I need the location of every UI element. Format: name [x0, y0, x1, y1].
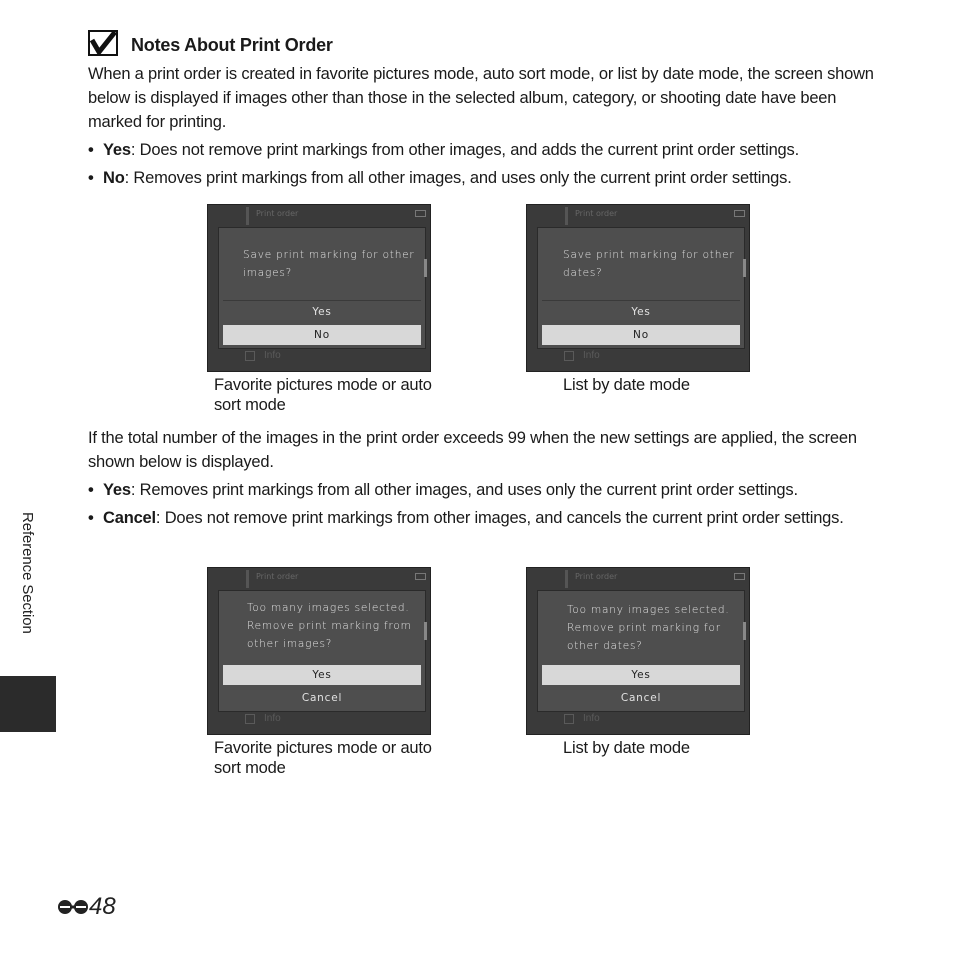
dialog-message: Too many images selected. Remove print marking for other dates?	[567, 604, 730, 652]
confirm-dialog	[537, 227, 745, 349]
battery-icon	[734, 573, 745, 580]
battery-icon	[734, 210, 745, 217]
confirm-dialog	[537, 590, 745, 712]
battery-icon	[415, 210, 426, 217]
bullet-term: No	[103, 169, 125, 187]
bullet-term: Yes	[103, 481, 131, 499]
scrollbar[interactable]	[424, 259, 427, 277]
dialog-message: Save print marking for other dates?	[563, 249, 735, 279]
bullet-yes: • Yes: Does not remove print markings from other images, and adds the current print order settings.	[88, 141, 799, 159]
bg-bar	[565, 207, 568, 225]
divider	[542, 300, 740, 301]
bg-info: Info	[583, 713, 600, 724]
bg-title: Print order	[256, 209, 299, 218]
bg-bar	[565, 570, 568, 588]
intro-paragraph: When a print order is created in favorite pictures mode, auto sort mode, or list by date mode, the screen shown below is displayed if images other than those in the selected album, category, or shooting date have been marked for printing.	[88, 65, 874, 131]
battery-icon	[415, 573, 426, 580]
dialog-message: Save print marking for other images?	[243, 249, 415, 279]
scrollbar[interactable]	[743, 259, 746, 277]
option-yes-selected[interactable]: Yes	[542, 665, 740, 685]
page-number: 48	[89, 893, 116, 920]
camera-screen-save-images	[207, 204, 431, 372]
camera-screen-too-many-dates	[526, 567, 750, 735]
option-cancel[interactable]: Cancel	[620, 692, 662, 704]
bullet-text: : Does not remove print markings from other images, and adds the current print order settings.	[130, 141, 799, 159]
section-tab	[0, 676, 56, 732]
bullet-text: : Removes print markings from all other images, and uses only the current print order settings.	[130, 481, 798, 499]
side-section-label: Reference Section	[19, 512, 36, 634]
paragraph-exceeds: If the total number of the images in the print order exceeds 99 when the new settings are applied, the screen shown below is displayed.	[88, 429, 857, 471]
option-cancel[interactable]: Cancel	[301, 692, 343, 704]
camera-screen-save-dates	[526, 204, 750, 372]
bullet-yes-2: • Yes: Removes print markings from all other images, and uses only the current print order settings.	[88, 481, 798, 499]
checkbox-icon	[245, 714, 255, 724]
confirm-dialog	[218, 590, 426, 712]
checkbox-icon	[564, 714, 574, 724]
option-yes[interactable]: Yes	[312, 306, 332, 318]
option-yes-selected[interactable]: Yes	[223, 665, 421, 685]
checkbox-icon	[564, 351, 574, 361]
divider	[223, 300, 421, 301]
confirm-dialog	[218, 227, 426, 349]
bg-bar	[246, 207, 249, 225]
camera-screen-too-many-images	[207, 567, 431, 735]
option-no-selected[interactable]: No	[542, 325, 740, 345]
bullet-term: Yes	[103, 141, 131, 159]
checkbox-icon	[245, 351, 255, 361]
bullet-text: : Does not remove print markings from other images, and cancels the current print order settings.	[155, 509, 844, 527]
scrollbar[interactable]	[743, 622, 746, 640]
bg-info: Info	[264, 350, 281, 361]
bg-title: Print order	[575, 572, 618, 581]
bullet-text: : Removes print markings from all other images, and uses only the current print order settings.	[124, 169, 792, 187]
caption-list-by-date: List by date mode	[563, 376, 690, 394]
bg-info: Info	[583, 350, 600, 361]
note-checkmark-icon	[88, 30, 118, 56]
caption-list-by-date-2: List by date mode	[563, 739, 690, 757]
section-heading: Notes About Print Order	[131, 35, 333, 55]
bg-title: Print order	[575, 209, 618, 218]
bullet-no: • No: Removes print markings from all other images, and uses only the current print order settings.	[88, 169, 792, 187]
bg-info: Info	[264, 713, 281, 724]
scrollbar[interactable]	[424, 622, 427, 640]
bullet-term: Cancel	[103, 509, 156, 527]
reference-section-e-icon	[57, 899, 89, 915]
option-no-selected[interactable]: No	[223, 325, 421, 345]
bullet-cancel: • Cancel: Does not remove print markings from other images, and cancels the current print order settings.	[88, 509, 844, 527]
option-yes[interactable]: Yes	[631, 306, 651, 318]
bg-bar	[246, 570, 249, 588]
caption-favorite-2: Favorite pictures mode or auto sort mode	[214, 739, 432, 777]
bg-title: Print order	[256, 572, 299, 581]
caption-favorite: Favorite pictures mode or auto sort mode	[214, 376, 432, 414]
dialog-message: Too many images selected. Remove print marking from other images?	[247, 602, 412, 650]
